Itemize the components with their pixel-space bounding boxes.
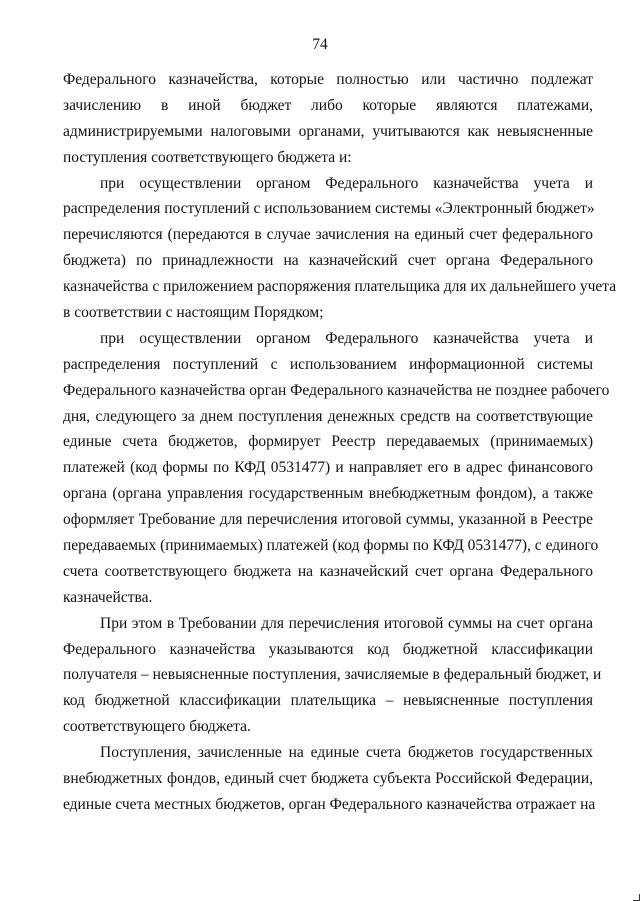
text-line: дня, следующего за днем поступления денежных средств на соответствующие <box>63 407 593 425</box>
text-line: при осуществлении органом Федерального казначейства учета и <box>100 174 593 192</box>
text-line: Федерального казначейства указываются код бюджетной классификации <box>63 640 593 658</box>
text-line: получателя – невыясненные поступления, зачисляемые в федеральный бюджет, и <box>63 666 602 684</box>
text-line: Поступления, зачисленные на единые счета бюджетов государственных <box>100 744 593 762</box>
text-line: платежей (код формы по КФД 0531477) и направляет его в адрес финансового <box>63 459 593 477</box>
text-line: единые счета бюджетов, формирует Реестр передаваемых (принимаемых) <box>63 433 593 451</box>
text-line: распределения поступлений с использованием системы «Электронный бюджет» <box>63 200 595 218</box>
text-line: соответствующего бюджета. <box>63 718 251 736</box>
text-line: казначейства. <box>63 588 153 606</box>
scan-corner-mark <box>633 894 640 901</box>
text-line: при осуществлении органом Федерального казначейства учета и <box>100 329 593 347</box>
text-line: код бюджетной классификации плательщика – невыясненные поступления <box>63 692 593 710</box>
text-line: администрируемыми налоговыми органами, учитываются как невыясненные <box>63 122 593 140</box>
text-line: счета соответствующего бюджета на казначейский счет органа Федерального <box>63 562 593 580</box>
text-line: поступления соответствующего бюджета и: <box>63 148 352 166</box>
text-line: бюджета) по принадлежности на казначейский счет органа Федерального <box>63 252 593 270</box>
page-number: 74 <box>312 36 328 53</box>
text-line: Федерального казначейства, которые полностью или частично подлежат <box>63 71 593 88</box>
text-line: зачислению в иной бюджет либо которые являются платежами, <box>63 96 593 114</box>
text-line: казначейства с приложением распоряжения плательщика для их дальнейшего учета <box>63 278 617 296</box>
text-line: в соответствии с настоящим Порядком; <box>63 304 324 322</box>
text-line: перечисляются (передаются в случае зачисления на единый счет федерального <box>63 226 593 244</box>
text-line: единые счета местных бюджетов, орган Федерального казначейства отражает на <box>63 795 596 813</box>
text-line: внебюджетных фондов, единый счет бюджета субъекта Российской Федерации, <box>63 770 593 788</box>
text-line: При этом в Требовании для перечисления итоговой суммы на счет органа <box>100 614 593 632</box>
text-line: оформляет Требование для перечисления итоговой суммы, указанной в Реестре <box>63 511 593 529</box>
document-body <box>63 67 617 818</box>
text-line: передаваемых (принимаемых) платежей (код формы по КФД 0531477), с единого <box>63 537 599 555</box>
text-line: распределения поступлений с использованием информационной системы <box>63 355 593 373</box>
text-line: Федерального казначейства орган Федерального казначейства не позднее рабочего <box>63 381 610 399</box>
text-line: органа (органа управления государственным внебюджетным фондом), а также <box>63 485 593 503</box>
